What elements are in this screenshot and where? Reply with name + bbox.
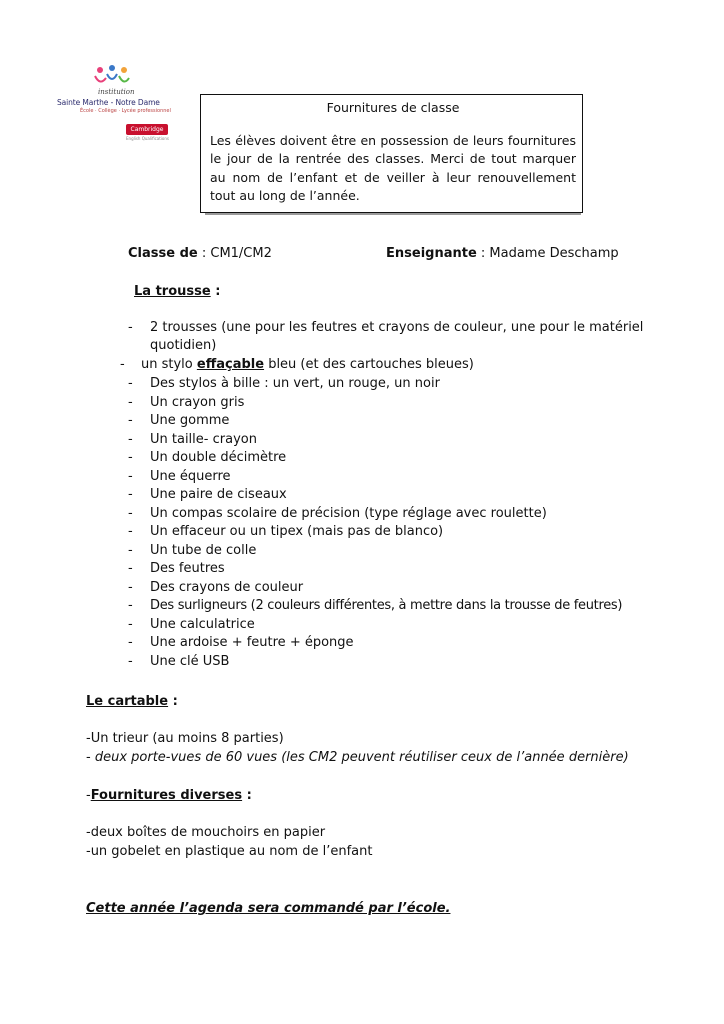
emphasis-effacable: effaçable	[196, 357, 265, 372]
list-bullet: -	[128, 524, 133, 539]
list-item: 2 trousses (une pour les feutres et crayons de couleur, une pour le matériel	[150, 320, 644, 335]
list-bullet: -	[128, 635, 133, 650]
list-item: Des crayons de couleur	[150, 579, 304, 595]
list-bullet: -	[128, 561, 133, 576]
divers-line-2: -un gobelet en plastique au nom de l’enfant	[86, 844, 373, 859]
list-bullet: -	[128, 394, 133, 410]
logo-line-2: Sainte Marthe - Notre Dame	[57, 98, 160, 107]
list-item: Un crayon gris	[150, 394, 245, 410]
list-bullet: -	[128, 431, 133, 447]
list-item: Un taille- crayon	[150, 431, 257, 447]
list-bullet: -	[128, 598, 133, 613]
logo-line-1: institution	[98, 88, 135, 96]
notice-title: Fournitures de classe	[326, 100, 460, 115]
class-value: : CM1/CM2	[197, 246, 272, 261]
cartable-heading: Le cartable :	[86, 694, 178, 709]
list-item: Un compas scolaire de précision (type réglage avec roulette)	[150, 505, 547, 521]
list-item: Une calculatrice	[150, 616, 255, 632]
divers-line-1: -deux boîtes de mouchoirs en papier	[86, 825, 326, 840]
teacher-label: Enseignante	[386, 246, 477, 261]
cambridge-badge: Cambridge	[126, 124, 168, 135]
list-item: Une clé USB	[150, 653, 230, 669]
list-bullet: -	[120, 357, 125, 372]
school-logo	[52, 62, 184, 148]
list-item: Des stylos à bille : un vert, un rouge, un noir	[150, 376, 440, 391]
list-item: Des feutres	[150, 561, 225, 576]
hearts-logo-icon	[92, 64, 132, 90]
list-bullet: -	[128, 468, 133, 484]
trousse-heading: La trousse :	[134, 284, 221, 299]
list-item: Une ardoise + feutre + éponge	[150, 635, 354, 650]
divers-heading: -Fournitures diverses :	[86, 788, 252, 803]
class-line	[128, 246, 272, 261]
list-bullet: -	[128, 505, 133, 521]
agenda-note: Cette année l’agenda sera commandé par l’école.	[86, 901, 451, 916]
teacher-value: : Madame Deschamp	[476, 246, 619, 261]
list-bullet: -	[128, 542, 133, 558]
cartable-line-1: -Un trieur (au moins 8 parties)	[86, 731, 284, 746]
notice-text: Les élèves doivent être en possession de leurs fournitures le jour de la rentrée des classes. Merci de tout marquer au nom de l’enfant et de veiller à leur renouvellement tout au long de l’année.	[210, 132, 576, 203]
list-item: Un tube de colle	[150, 542, 257, 558]
list-bullet: -	[128, 616, 133, 632]
cartable-line-2: - deux porte-vues de 60 vues (les CM2 peuvent réutiliser ceux de l’année dernière)	[86, 750, 629, 765]
list-item: Des surligneurs (2 couleurs différentes, à mettre dans la trousse de feutres)	[150, 598, 623, 613]
list-item: un stylo effaçable bleu (et des cartouches bleues)	[141, 357, 474, 372]
list-bullet: -	[128, 450, 133, 465]
list-item: Une équerre	[150, 468, 231, 484]
list-item: Un effaceur ou un tipex (mais pas de blanco)	[150, 524, 444, 539]
teacher-line	[386, 246, 619, 261]
list-bullet: -	[128, 413, 133, 428]
list-bullet: -	[128, 487, 133, 502]
list-item: Une gomme	[150, 413, 230, 428]
logo-line-3: École · Collège · Lycée professionnel	[80, 108, 171, 114]
list-bullet: -	[128, 320, 133, 335]
cambridge-sub: English Qualifications	[126, 136, 169, 141]
list-item: Une paire de ciseaux	[150, 487, 287, 502]
list-bullet: -	[128, 376, 133, 391]
class-label: Classe de	[128, 246, 198, 261]
notice-box	[200, 94, 583, 213]
list-item: Un double décimètre	[150, 450, 287, 465]
list-item-continued: quotidien)	[150, 338, 217, 353]
list-bullet: -	[128, 579, 133, 595]
list-bullet: -	[128, 653, 133, 669]
